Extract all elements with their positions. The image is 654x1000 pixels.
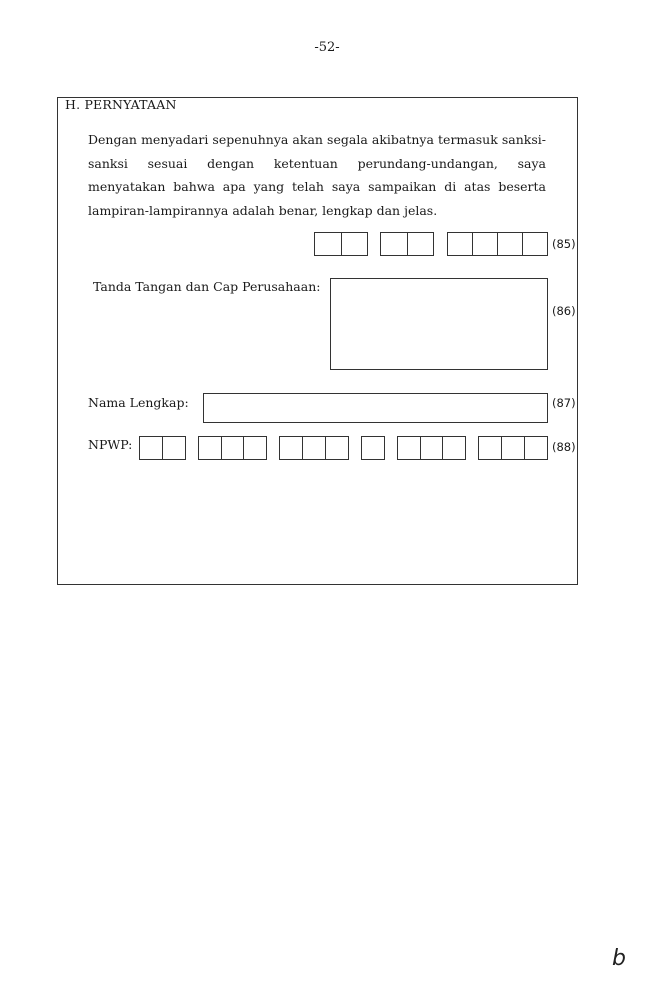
- digit-box[interactable]: [501, 437, 524, 459]
- signature-ref-number: (86): [552, 304, 576, 318]
- npwp-boxes-group-3[interactable]: [279, 436, 349, 460]
- npwp-boxes-group-1[interactable]: [139, 436, 186, 460]
- digit-box[interactable]: [522, 233, 547, 255]
- digit-box[interactable]: [140, 437, 162, 459]
- name-ref-number: (87): [552, 396, 576, 410]
- digit-box[interactable]: [315, 233, 341, 255]
- digit-box[interactable]: [199, 437, 221, 459]
- name-input-box[interactable]: [203, 393, 548, 423]
- signature-label: Tanda Tangan dan Cap Perusahaan:: [93, 279, 321, 294]
- date-month-boxes[interactable]: [380, 232, 434, 256]
- digit-box[interactable]: [420, 437, 443, 459]
- digit-box[interactable]: [442, 437, 465, 459]
- digit-box[interactable]: [524, 437, 547, 459]
- digit-box[interactable]: [362, 437, 384, 459]
- digit-box[interactable]: [162, 437, 185, 459]
- digit-box[interactable]: [302, 437, 325, 459]
- digit-box[interactable]: [243, 437, 266, 459]
- date-year-boxes[interactable]: [447, 232, 548, 256]
- npwp-boxes-group-6[interactable]: [478, 436, 548, 460]
- statement-text: [88, 128, 546, 222]
- npwp-ref-number: (88): [552, 440, 576, 454]
- digit-box[interactable]: [381, 233, 407, 255]
- signature-box[interactable]: [330, 278, 548, 370]
- page-number: -52-: [314, 40, 340, 55]
- digit-box[interactable]: [497, 233, 522, 255]
- digit-box[interactable]: [448, 233, 472, 255]
- digit-box[interactable]: [221, 437, 244, 459]
- digit-box[interactable]: [479, 437, 501, 459]
- digit-box[interactable]: [325, 437, 348, 459]
- npwp-boxes-group-5[interactable]: [397, 436, 466, 460]
- digit-box[interactable]: [398, 437, 420, 459]
- date-day-boxes[interactable]: [314, 232, 368, 256]
- digit-box[interactable]: [280, 437, 302, 459]
- statement-paragraph: Dengan menyadari sepenuhnya akan segala akibatnya termasuk sanksi-sanksi sesuai dengan ketentuan perundang-undangan, saya menyatakan bahwa apa yang telah saya sampaikan di atas beserta lampiran-lampirannya adalah benar, lengkap dan jelas.: [88, 132, 546, 218]
- date-ref-number: (85): [552, 237, 576, 251]
- section-title: H. PERNYATAAN: [65, 97, 177, 112]
- digit-box[interactable]: [341, 233, 368, 255]
- npwp-label: NPWP:: [88, 437, 133, 452]
- digit-box[interactable]: [407, 233, 434, 255]
- margin-handwritten-mark: b: [612, 946, 626, 971]
- name-label: Nama Lengkap:: [88, 395, 189, 410]
- digit-box[interactable]: [472, 233, 497, 255]
- npwp-boxes-group-4[interactable]: [361, 436, 385, 460]
- npwp-boxes-group-2[interactable]: [198, 436, 267, 460]
